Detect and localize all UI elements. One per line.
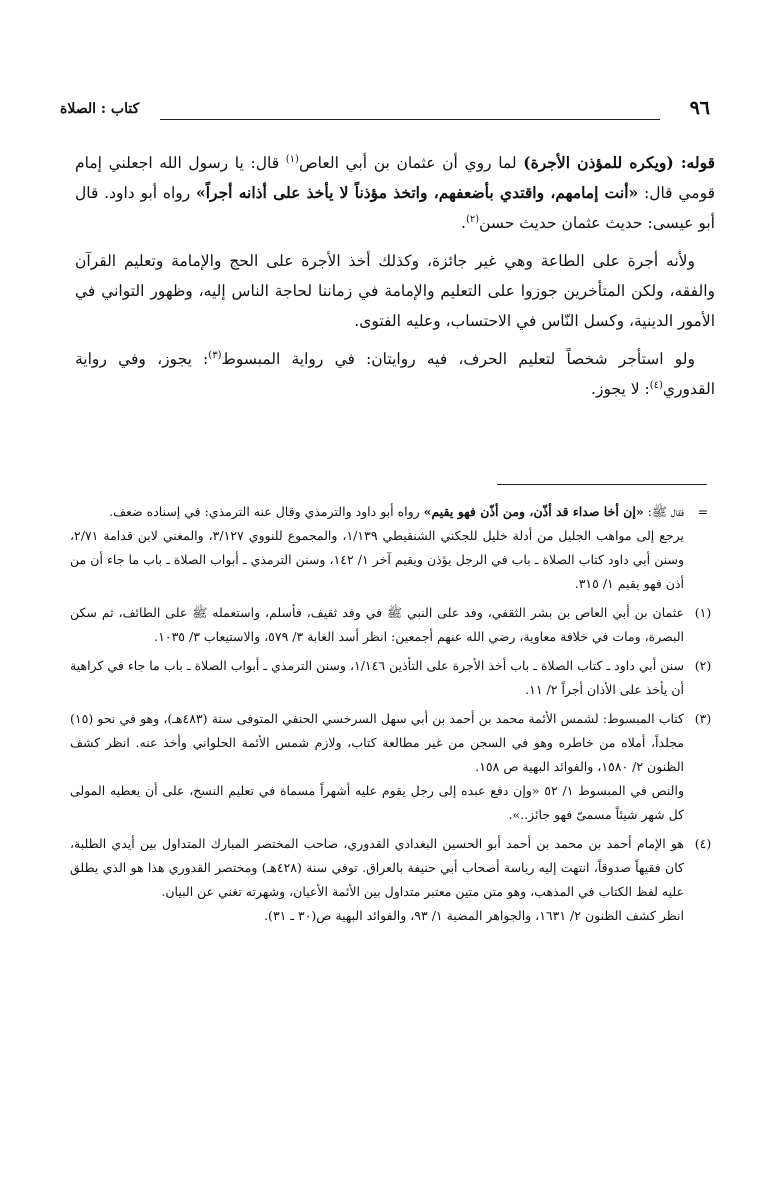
p1-text-c: رواه أبو داود. قال أبو عيسى: حديث عثمان حديث حسن xyxy=(75,184,715,232)
footnote-cont-b: رواه أبو داود والترمذي وقال عنه الترمذي: في إسناده ضعف. xyxy=(109,504,424,519)
p3-text-a: ولو استأجر شخصاً لتعليم الحرف، فيه روايتان: في رواية المبسوط xyxy=(221,350,695,368)
footnote-ref-1[interactable]: (١) xyxy=(285,153,299,165)
lemma: قوله: (ويكره للمؤذن الأجرة) xyxy=(523,153,715,172)
footnote-refs: يرجع إلى مواهب الجليل من أدلة خليل للجكني الشنقيطي ١/١٣٩، والمجموع للنووي ٣/١٢٧، والمغني لابن قدامة ٢/٧١، وسنن أبي داود كتاب الصلاة ـ باب في الرجل يؤذن ويقيم آخر ١/ ١٤٢، وسنن الترمذي ـ أبواب الصلاة ـ باب ما جاء أن من أذن فهو يقيم ١/ ٣١٥. xyxy=(70,528,684,591)
paragraph-2: ولأنه أجرة على الطاعة وهي غير جائزة، وكذلك أخذ الأجرة على الحج والإمامة وتعليم القرآن والفقه، ولكن المتأخرين جوزوا على التعليم والإمامة في زماننا لحاجة الناس إليه، وظهور التواني في الأمور الدينية، وكسل النّاس في الاحتساب، وعليه الفتوى. xyxy=(75,252,715,330)
running-title: كتاب : الصلاة xyxy=(60,101,140,117)
page-number: ٩٦ xyxy=(689,97,710,119)
footnote-marker: (١) xyxy=(694,605,712,620)
footnote-text: كتاب المبسوط: لشمس الأئمة محمد بن أحمد بن أبي سهل السرخسي الحنفي المتوفى سنة (٤٨٣هـ)، وهو في نحو (١٥) مجلداً، أملاه من خاطره وهو في السجن من غير مطالعة كتاب، ولازم شمس الأئمة الحلواني وأخذ عنه. انظر كشف الظنون ٢/ ١٥٨٠، والفوائد البهية ص ١٥٨. xyxy=(70,711,684,774)
header-rule xyxy=(160,119,660,120)
p1-text-a: لما روي أن عثمان بن أبي العاص xyxy=(298,154,524,172)
footnote-separator xyxy=(497,484,707,485)
hadith-quote: «أنت إمامهم، واقتدي بأضعفهم، واتخذ مؤذناً لا يأخذ على أذانه أجراً» xyxy=(196,183,639,202)
footnote-ref-2[interactable]: (٢) xyxy=(465,213,480,225)
footnote-marker: (٢) xyxy=(694,658,712,673)
p3-text-b: : يجوز، وفي رواية القدوري xyxy=(75,350,715,398)
footnote-marker: (٤) xyxy=(694,836,712,851)
footnote-marker: = xyxy=(697,504,709,519)
footnote-text: والنص في المبسوط ١/ ٥٢ «وإن دفع عبده إلى رجل يقوم عليه أشهراً مسماة في تعليم النسخ، على أن يعطيه المولى كل شهر شيئاً مسمىّ فهو جائز..». xyxy=(70,783,684,822)
footnote-text: هو الإمام أحمد بن محمد بن أحمد أبو الحسين البغدادي القدوري، صاحب المختصر المبارك المتداول بين أيدي الطلبة، كان فقيهاً صدوقاً، انتهت إليه رياسة أصحاب أبي حنيفة بالعراق. توفي سنة (٤٢٨هـ) ومختصر القدوري هذا هو الذي يطلق عليه لفظ الكتاب في المذهب، وهو متن متين معتبر متداول بين الأئمة الأعيان، وشهرته تغني عن البيان. xyxy=(70,836,684,899)
p1-text-b: قال: يا رسول الله اجعلني إمام قومي قال: xyxy=(75,154,716,202)
p1-text-d: . xyxy=(461,214,466,232)
footnote-ref-3[interactable]: (٣) xyxy=(208,349,222,361)
p3-text-c: : لا يجوز. xyxy=(591,380,650,398)
footnotes xyxy=(70,500,718,933)
footnote-text: انظر كشف الظنون ٢/ ١٦٣١، والجواهر المضية ١/ ٩٣، والفوائد البهية ص(٣٠ ـ ٣١). xyxy=(264,908,684,923)
footnote-3 xyxy=(70,707,718,827)
main-text xyxy=(75,148,715,412)
footnote-2 xyxy=(70,654,718,702)
footnote-4 xyxy=(70,832,718,928)
page-header xyxy=(60,97,710,127)
paragraph-1 xyxy=(75,148,715,238)
footnote-marker: (٣) xyxy=(694,711,712,726)
footnote-text: عثمان بن أبي العاص بن بشر الثقفي، وفد على النبي ﷺ في وفد ثقيف، فأسلم، واستعمله ﷺ على الطائف، ثم سكن البصرة، ومات في خلافة معاوية، رضي الله عنهم أجمعين: انظر أسد الغابة ٣/ ٥٧٩، والاستيعاب ٣/ ١٠٣٥. xyxy=(70,605,684,644)
paragraph-3 xyxy=(75,344,715,404)
footnote-text: سنن أبي داود ـ كتاب الصلاة ـ باب أخذ الأجرة على التأذين ١/١٤٦، وسنن الترمذي ـ أبواب الصلاة ـ باب ما جاء في كراهية أن يأخذ على الأذان أجراً ٢/ ١١. xyxy=(70,658,684,697)
footnote-1 xyxy=(70,601,718,649)
footnote-cont-a: فقال ﷺ: xyxy=(643,504,684,519)
footnote-ref-4[interactable]: (٤) xyxy=(649,379,663,391)
footnote-continued xyxy=(70,500,718,596)
footnote-text xyxy=(70,500,684,524)
footnote-hadith-quote: «إن أخا صداء قد أذّن، ومن أذّن فهو يقيم» xyxy=(423,504,644,519)
